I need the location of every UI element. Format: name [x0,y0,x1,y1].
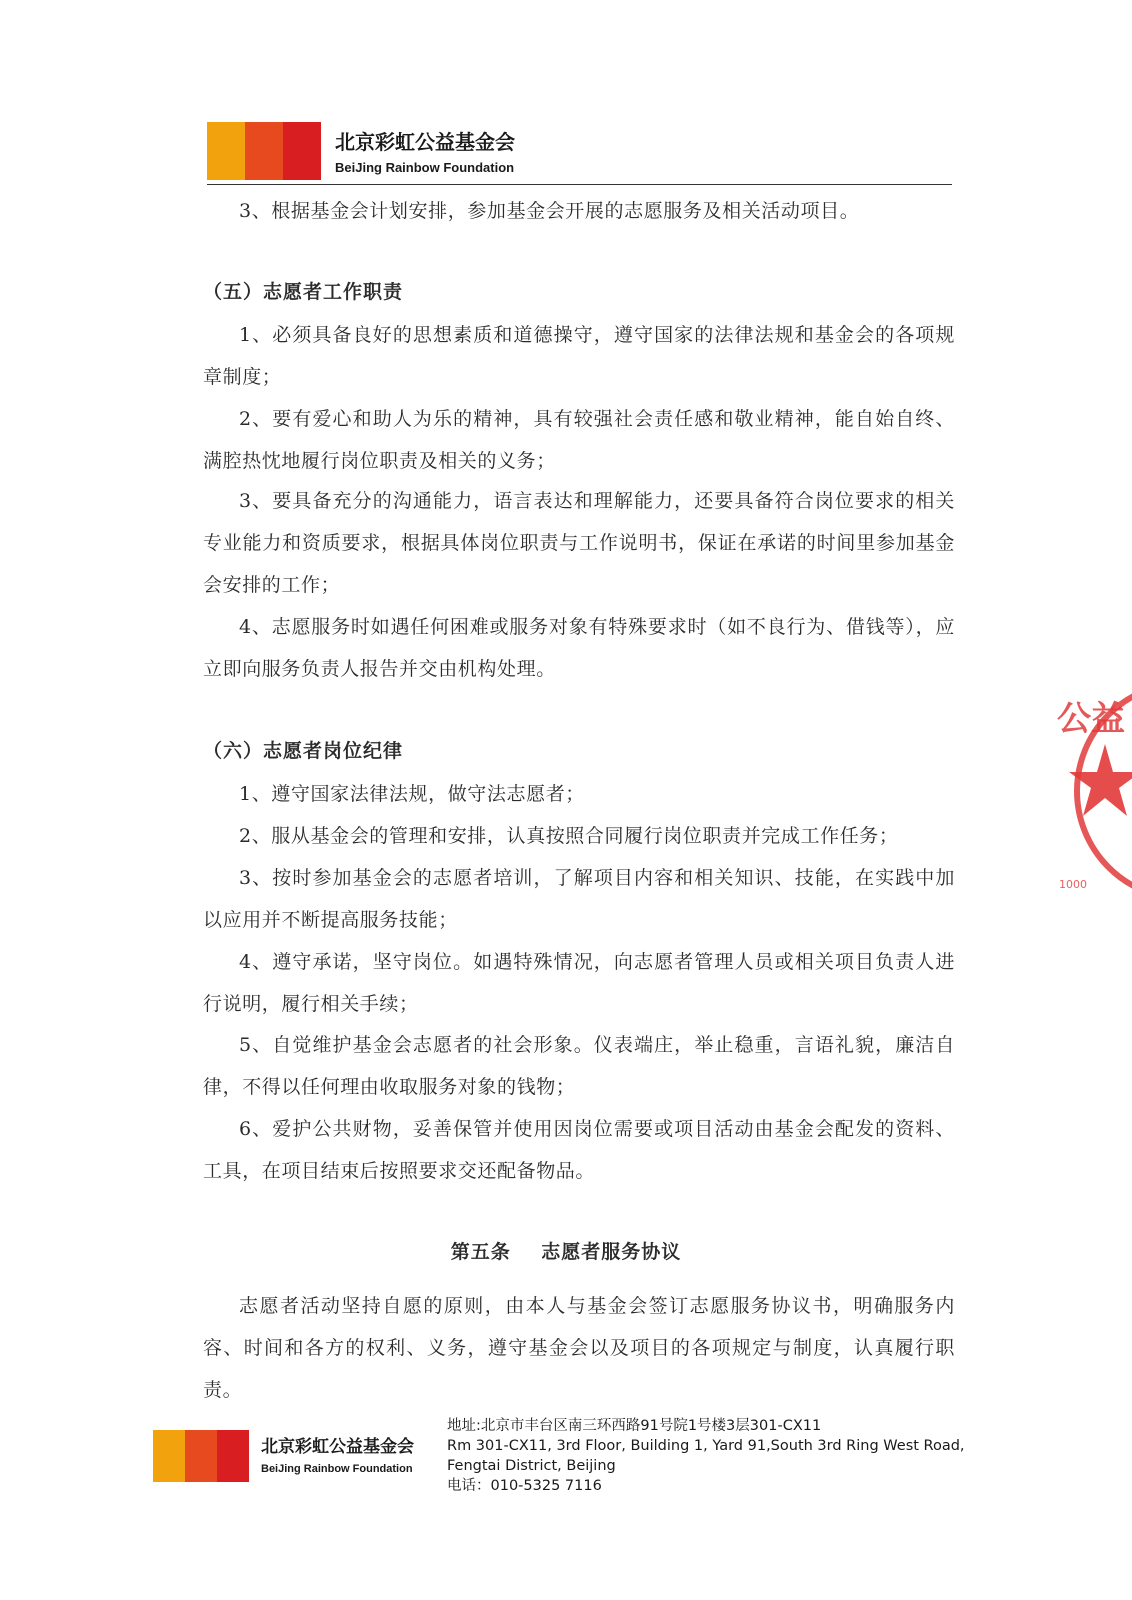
seal-graphic [1045,676,1132,906]
header-logo [207,122,537,180]
footer-org-name-cn: 北京彩虹公益基金会 [261,1437,414,1457]
footer-address-en-line1: Rm 301-CX11, 3rd Floor, Building 1, Yard 91,South 3rd Ring West Road, [447,1438,965,1454]
seal-digits: 1000 [1059,878,1087,891]
header-divider [207,184,952,185]
logo-bar-red [283,122,321,180]
section6-item-6: 6、爱护公共财物，妥善保管并使用因岗位需要或项目活动由基金会配发的资料、工具，在项目结束后按照要求交还配备物品。 [203,1118,955,1182]
seal-chars: 公益 [1057,699,1125,739]
section5-item-4: 4、志愿服务时如遇任何困难或服务对象有特殊要求时（如不良行为、借钱等），应立即向服务负责人报告并交由机构处理。 [203,616,955,680]
section6-heading: （六）志愿者岗位纪律 [203,740,404,762]
section6-item-3: 3、按时参加基金会的志愿者培训，了解项目内容和相关知识、技能，在实践中加以应用并不断提高服务技能； [203,867,955,931]
footer-logo-bar-red [217,1430,249,1482]
logo-color-bars [207,122,321,180]
section6-item-1: 1、遵守国家法律法规，做守法志愿者； [239,783,585,805]
section5-item-2: 2、要有爱心和助人为乐的精神，具有较强社会责任感和敬业精神，能自始自终、满腔热忱地履行岗位职责及相关的义务； [203,408,955,472]
intro-item: 3、根据基金会计划安排，参加基金会开展的志愿服务及相关活动项目。 [239,200,860,222]
footer-org-name-en: BeiJing Rainbow Foundation [261,1463,413,1475]
footer-logo-bar-red-orange [185,1430,217,1482]
section5-item-3: 3、要具备充分的沟通能力，语言表达和理解能力，还要具备符合岗位要求的相关专业能力和资质要求，根据具体岗位职责与工作说明书，保证在承诺的时间里参加基金会安排的工作； [203,490,955,596]
logo-bar-orange [207,122,245,180]
official-seal-partial [1045,676,1132,906]
article5-title: 第五条 志愿者服务协议 [450,1241,682,1263]
footer-address-block [447,1416,1027,1496]
footer-logo-bar-orange [153,1430,185,1482]
footer-logo [153,1430,433,1482]
header-org-name-en: BeiJing Rainbow Foundation [335,160,515,175]
section5-heading: （五）志愿者工作职责 [203,281,404,303]
footer-phone: 电话：010-5325 7116 [447,1478,602,1494]
header-org-name-cn: 北京彩虹公益基金会 [335,130,515,154]
footer-logo-color-bars [153,1430,249,1482]
footer-address-cn: 地址:北京市丰台区南三环西路91号院1号楼3层301-CX11 [447,1418,822,1434]
logo-bar-red-orange [245,122,283,180]
section5-item-1: 1、必须具备良好的思想素质和道德操守，遵守国家的法律法规和基金会的各项规章制度； [203,324,955,388]
section6-item-5: 5、自觉维护基金会志愿者的社会形象。仪表端庄，举止稳重，言语礼貌，廉洁自律，不得以任何理由收取服务对象的钱物； [203,1034,955,1098]
section6-item-4: 4、遵守承诺，坚守岗位。如遇特殊情况，向志愿者管理人员或相关项目负责人进行说明，履行相关手续； [203,951,955,1015]
section6-item-2: 2、服从基金会的管理和安排，认真按照合同履行岗位职责并完成工作任务； [239,825,899,847]
article5-paragraph: 志愿者活动坚持自愿的原则，由本人与基金会签订志愿服务协议书，明确服务内容、时间和各方的权利、义务，遵守基金会以及项目的各项规定与制度，认真履行职责。 [203,1295,955,1401]
footer-address-en-line2: Fengtai District, Beijing [447,1458,616,1474]
